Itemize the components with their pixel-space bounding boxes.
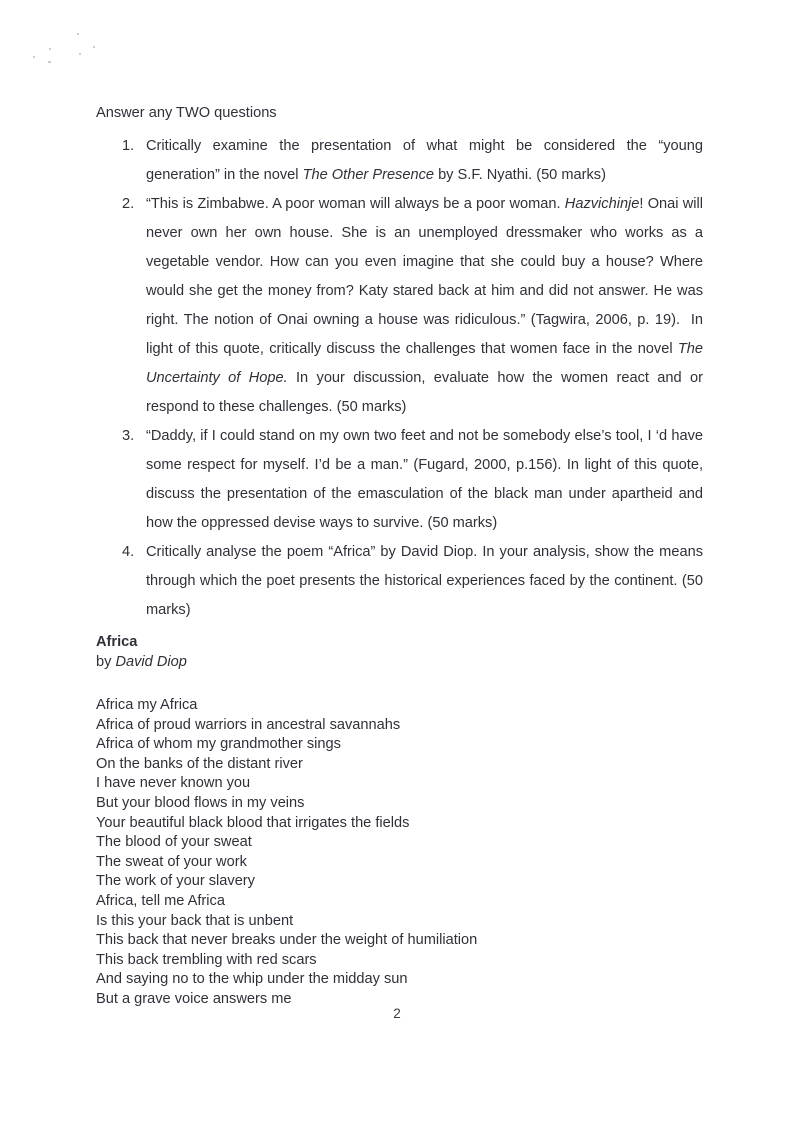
page-number: 2	[393, 1006, 401, 1021]
scan-speck	[93, 46, 95, 48]
question-item-4	[96, 538, 703, 625]
poem-line: But a grave voice answers me	[96, 990, 292, 1007]
instruction-text: Answer any TWO questions	[96, 105, 277, 121]
scan-speck	[49, 48, 51, 50]
poem-title: Africa	[96, 634, 138, 650]
poem-line: The blood of your sweat	[96, 834, 252, 851]
question-text	[146, 190, 703, 422]
poem-line: Africa of proud warriors in ancestral savannahs	[96, 716, 401, 733]
question-number: 1.	[122, 138, 135, 154]
poem-line: Africa, tell me Africa	[96, 892, 225, 909]
poem-line: But your blood flows in my veins	[96, 794, 305, 811]
poem-line: The sweat of your work	[96, 853, 247, 870]
poem-byline	[96, 652, 703, 672]
question-text-segment-italic: The Uncertainty of Hope.	[146, 341, 703, 386]
question-number: 2.	[122, 196, 135, 212]
scan-speck	[79, 53, 81, 55]
poem-line: Africa of whom my grandmother sings	[96, 736, 341, 753]
poem-line: On the banks of the distant river	[96, 755, 303, 772]
scan-speck	[48, 61, 51, 63]
poem-line: Your beautiful black blood that irrigates the fields	[96, 814, 410, 831]
question-text-segment: In your discussion, evaluate how the women react and or respond to these challenges. (50 marks)	[146, 370, 703, 415]
question-text	[146, 538, 703, 625]
question-item-1	[96, 132, 703, 190]
question-text	[146, 132, 703, 190]
poem-line: Is this your back that is unbent	[96, 912, 294, 929]
scan-speck	[33, 56, 35, 58]
question-number: 3.	[122, 428, 135, 444]
question-number: 4.	[122, 544, 135, 560]
question-text-segment: by S.F. Nyathi. (50 marks)	[434, 167, 606, 183]
question-item-2	[96, 190, 703, 422]
poem-author: David Diop	[115, 654, 187, 670]
question-item-3	[96, 422, 703, 538]
question-text-segment: ! Onai will never own her own house. She is an unemployed dressmaker who works as a vegetable vendor. How can you even imagine that she could buy a house? Where would she get the money from? Katy stared back at him and did not answer. He was right. The notion of Onai owning a house was ridiculous.” (Tagwira, 2006, p. 19). In light of this quote, critically discuss the challenges that women face in the novel	[146, 196, 703, 357]
poem-line: The work of your slavery	[96, 873, 255, 890]
poem-line: This back that never breaks under the weight of humiliation	[96, 932, 478, 949]
poem-line: I have never known you	[96, 775, 251, 792]
question-text-segment: “Daddy, if I could stand on my own two feet and not be somebody else’s tool, I ‘d have some respect for myself. I’d be a man.” (Fugard, 2000, p.156). In light of this quote, discuss the presentation of the emasculation of the black man under apartheid and how the oppressed devise ways to survive. (50 marks)	[146, 428, 703, 531]
byline-prefix: by	[96, 654, 116, 670]
question-text	[146, 422, 703, 538]
question-text-segment: Critically examine the presentation of what might be considered the “young generation” in the novel	[146, 138, 703, 183]
question-text-segment: “This is Zimbabwe. A poor woman will always be a poor woman.	[146, 196, 565, 212]
question-text-segment-italic: The Other Presence	[302, 167, 435, 183]
scan-speck	[77, 33, 79, 35]
poem-line: Africa my Africa	[96, 697, 198, 713]
poem-body	[96, 696, 703, 1010]
poem-line: And saying no to the whip under the midday sun	[96, 971, 408, 988]
poem-line: This back trembling with red scars	[96, 951, 317, 968]
question-text-segment: Critically analyse the poem “Africa” by David Diop. In your analysis, show the means through which the poet presents the historical experiences faced by the continent. (50 marks)	[146, 544, 703, 618]
question-text-segment-italic: Hazvichinje	[564, 196, 640, 212]
